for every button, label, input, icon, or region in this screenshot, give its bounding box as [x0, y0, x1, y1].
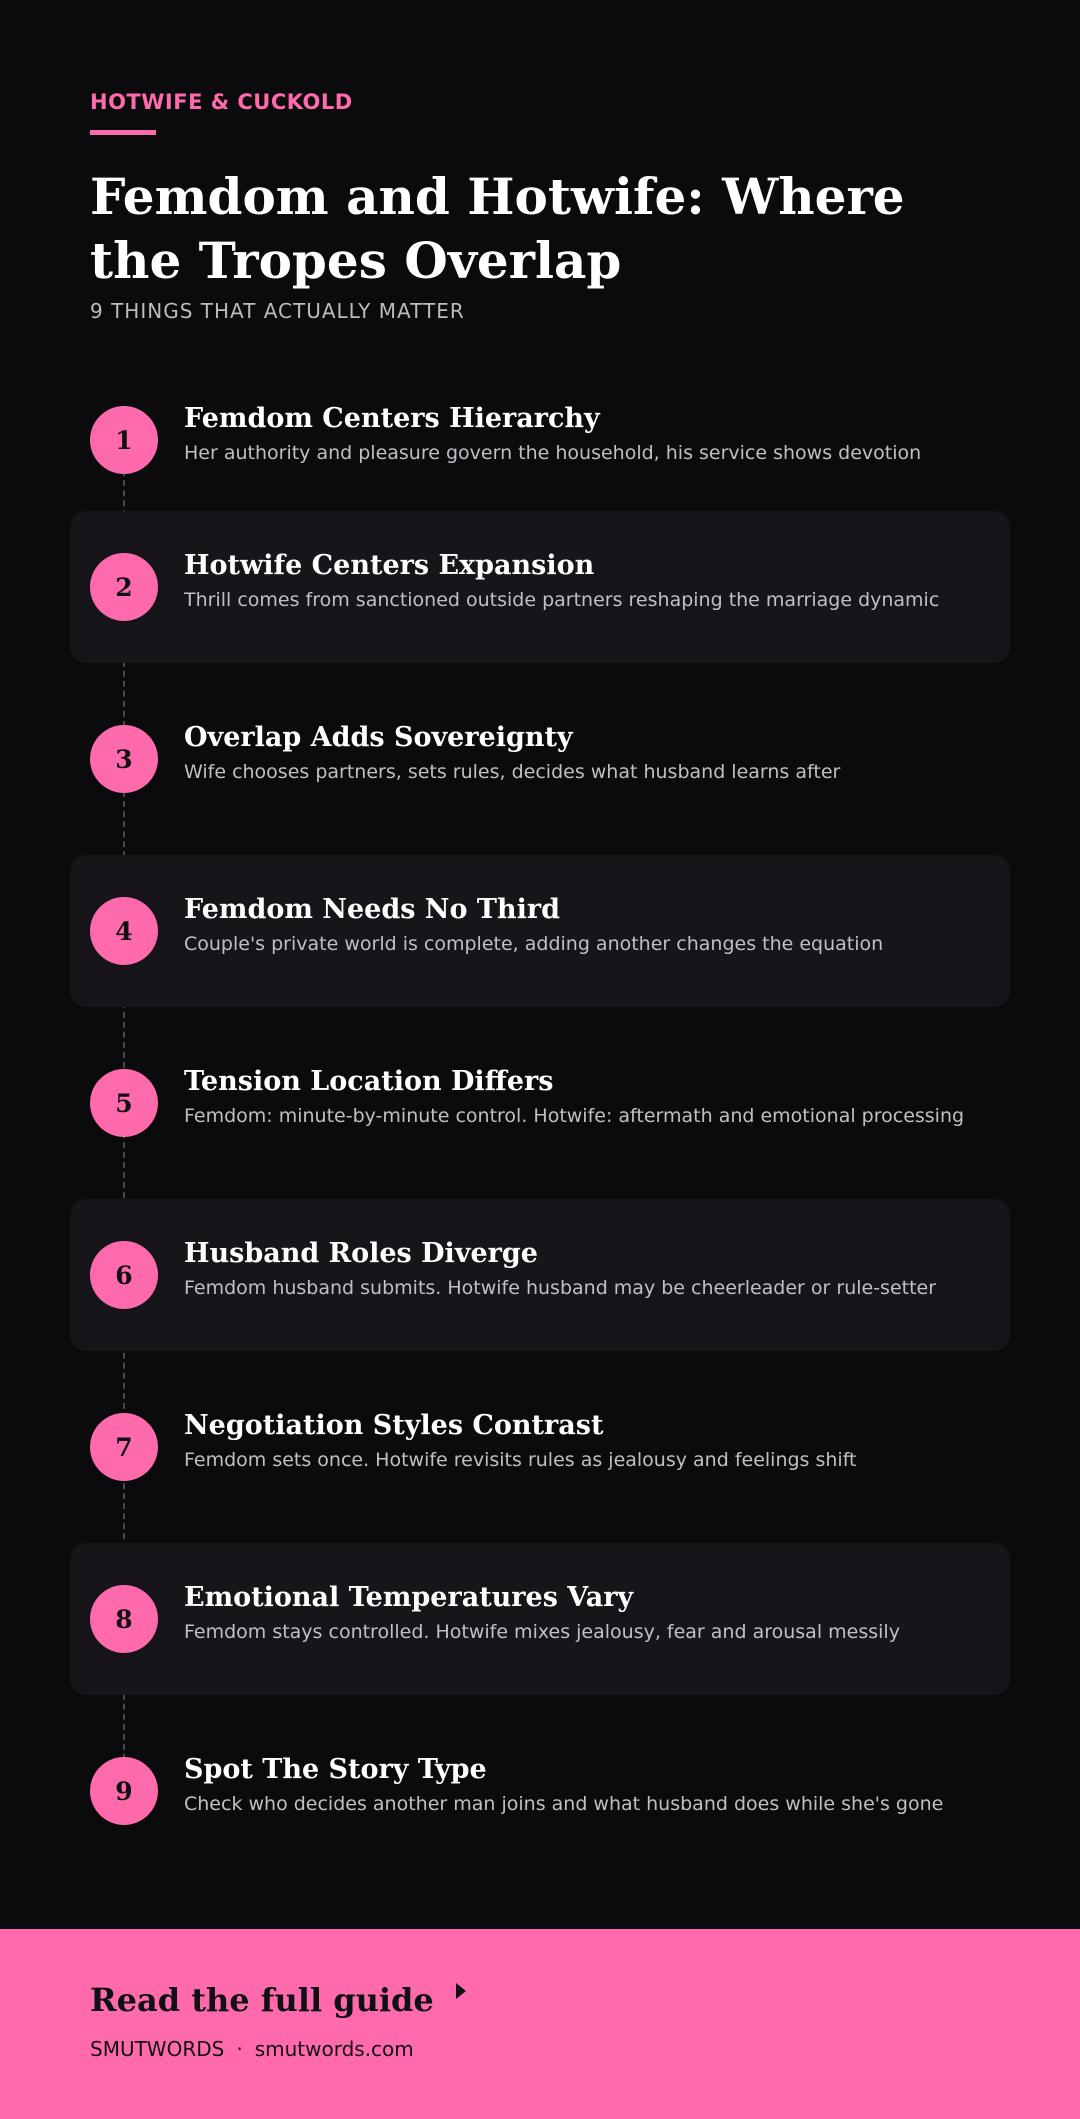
item-title: Husband Roles Diverge	[184, 1238, 538, 1269]
item-description: Femdom: minute-by-minute control. Hotwife: aftermath and emotional processing	[184, 1105, 965, 1127]
item-description: Femdom sets once. Hotwife revisits rules as jealousy and feelings shift	[184, 1449, 857, 1471]
item-description: Couple's private world is complete, adding another changes the equation	[184, 933, 884, 955]
item-description: Her authority and pleasure govern the household, his service shows devotion	[184, 442, 922, 464]
play-arrow-icon	[456, 1983, 466, 1999]
site-link[interactable]: smutwords.com	[254, 2037, 414, 2061]
page-subtitle: 9 THINGS THAT ACTUALLY MATTER	[90, 299, 465, 323]
item-number-badge: 7	[90, 1413, 158, 1481]
separator-dot: ·	[236, 2037, 243, 2061]
list-item	[70, 1543, 1010, 1695]
item-title: Emotional Temperatures Vary	[184, 1582, 634, 1613]
item-title: Negotiation Styles Contrast	[184, 1410, 604, 1441]
list-item	[70, 1199, 1010, 1351]
footer-banner	[0, 1929, 1080, 2119]
page-title: Femdom and Hotwife: Where the Tropes Overlap	[90, 167, 905, 290]
item-title: Tension Location Differs	[184, 1066, 554, 1097]
category-label: HOTWIFE & CUCKOLD	[90, 90, 353, 114]
item-description: Wife chooses partners, sets rules, decides what husband learns after	[184, 761, 841, 783]
list-item	[70, 511, 1010, 663]
list-item	[70, 1715, 1010, 1867]
read-guide-link[interactable]	[90, 1981, 466, 2019]
list-item	[70, 364, 1010, 516]
item-number-badge: 2	[90, 553, 158, 621]
item-title: Hotwife Centers Expansion	[184, 550, 595, 581]
list-item	[70, 855, 1010, 1007]
item-number-badge: 9	[90, 1757, 158, 1825]
list-item	[70, 1371, 1010, 1523]
list-item	[70, 683, 1010, 835]
item-number-badge: 3	[90, 725, 158, 793]
item-title: Femdom Needs No Third	[184, 894, 560, 925]
item-number-badge: 5	[90, 1069, 158, 1137]
item-number-badge: 4	[90, 897, 158, 965]
item-title: Overlap Adds Sovereignty	[184, 722, 573, 753]
item-description: Check who decides another man joins and what husband does while she's gone	[184, 1793, 944, 1815]
item-number-badge: 6	[90, 1241, 158, 1309]
cta-label: Read the full guide	[90, 1981, 434, 2019]
list-item	[70, 1027, 1010, 1179]
item-description: Thrill comes from sanctioned outside partners reshaping the marriage dynamic	[184, 589, 940, 611]
item-title: Femdom Centers Hierarchy	[184, 403, 600, 434]
item-number-badge: 8	[90, 1585, 158, 1653]
brand-name: SMUTWORDS	[90, 2037, 225, 2061]
item-number-badge: 1	[90, 406, 158, 474]
item-description: Femdom stays controlled. Hotwife mixes jealousy, fear and arousal messily	[184, 1621, 900, 1643]
item-description: Femdom husband submits. Hotwife husband may be cheerleader or rule-setter	[184, 1277, 937, 1299]
item-title: Spot The Story Type	[184, 1754, 487, 1785]
brand-line	[90, 2037, 414, 2061]
